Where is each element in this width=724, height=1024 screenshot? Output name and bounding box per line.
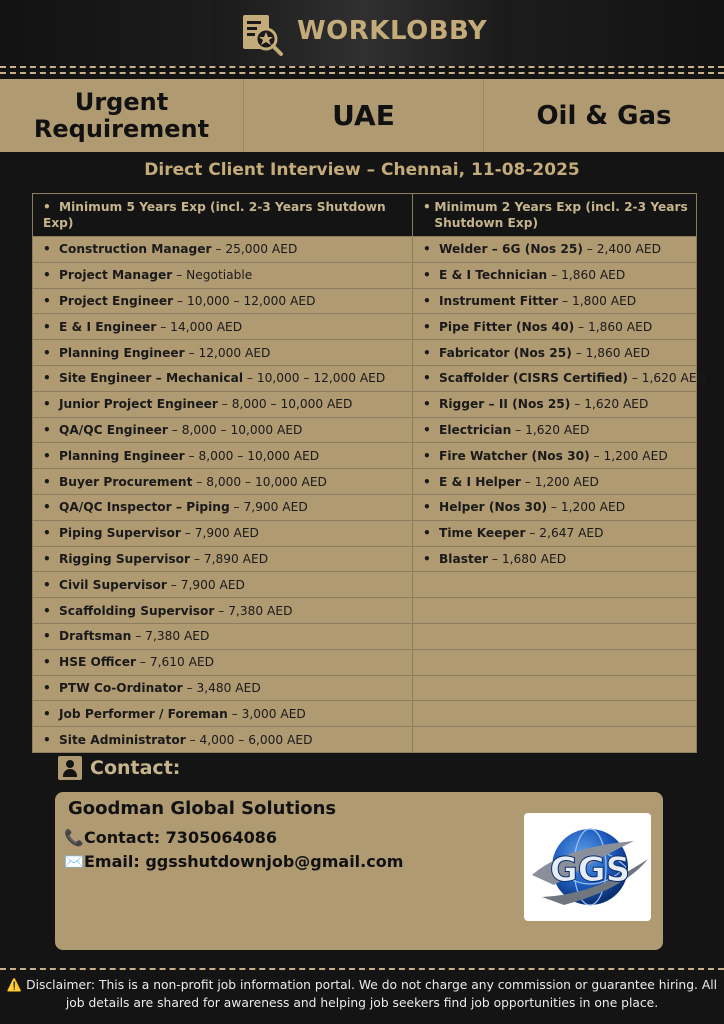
job-title: Planning Engineer xyxy=(59,448,185,463)
table-row xyxy=(33,262,697,288)
left-job-cell xyxy=(33,443,413,469)
job-title: Scaffolding Supervisor xyxy=(59,603,215,618)
table-row xyxy=(33,727,697,753)
job-salary: – 2,647 AED xyxy=(525,526,604,541)
job-salary: – 1,680 AED xyxy=(488,551,567,566)
job-salary: – 1,860 AED xyxy=(571,345,650,360)
left-job-cell xyxy=(33,417,413,443)
job-salary: – 7,380 AED xyxy=(214,603,293,618)
table-row xyxy=(33,340,697,366)
job-title: Welder – 6G (Nos 25) xyxy=(439,242,583,257)
left-job-cell xyxy=(33,469,413,495)
disclaimer xyxy=(6,977,718,1013)
bullet: • xyxy=(43,242,51,257)
table-row xyxy=(33,623,697,649)
left-job-cell xyxy=(33,701,413,727)
left-job-cell xyxy=(33,546,413,572)
job-title: E & I Helper xyxy=(439,474,521,489)
bullet: • xyxy=(423,242,431,257)
right-job-cell xyxy=(413,443,697,469)
job-salary: – 7,890 AED xyxy=(190,551,269,566)
job-salary: – 1,620 AED xyxy=(627,371,706,386)
table-row xyxy=(33,675,697,701)
phone-contact[interactable] xyxy=(64,828,277,847)
table-row xyxy=(33,443,697,469)
bullet: • xyxy=(423,397,431,412)
bullet: • xyxy=(43,551,51,566)
left-job-cell xyxy=(33,262,413,288)
table-row xyxy=(33,237,697,263)
job-title: Scaffolder (CISRS Certified) xyxy=(439,371,628,386)
left-job-cell xyxy=(33,675,413,701)
sector-label: Oil & Gas xyxy=(536,100,672,131)
bullet: • xyxy=(43,577,51,592)
job-title: E & I Technician xyxy=(439,268,548,283)
brand-name: WORKLOBBY xyxy=(297,16,488,46)
bullet: • xyxy=(423,526,431,541)
job-title: Fire Watcher (Nos 30) xyxy=(439,448,590,463)
job-salary: – 2,400 AED xyxy=(582,242,661,257)
right-job-cell xyxy=(413,675,697,701)
job-salary: – 3,480 AED xyxy=(182,680,261,695)
job-salary: – 7,900 AED xyxy=(229,500,308,515)
requirement-line: Requirement xyxy=(33,114,210,143)
job-title: Pipe Fitter (Nos 40) xyxy=(439,319,575,334)
job-salary: – 1,620 AED xyxy=(511,422,590,437)
bullet: • xyxy=(423,551,431,566)
job-title: Site Administrator xyxy=(59,732,186,747)
table-row xyxy=(33,288,697,314)
right-job-cell xyxy=(413,391,697,417)
bullet: • xyxy=(43,655,51,670)
job-salary: – 8,000 – 10,000 AED xyxy=(184,448,320,463)
job-title: Site Engineer – Mechanical xyxy=(59,371,243,386)
right-job-cell xyxy=(413,288,697,314)
left-job-cell xyxy=(33,391,413,417)
bullet: • xyxy=(423,448,431,463)
phone-text: Contact: 7305064086 xyxy=(84,828,277,847)
job-salary: – 7,380 AED xyxy=(131,629,210,644)
right-job-cell xyxy=(413,469,697,495)
bullet: • xyxy=(423,474,431,489)
left-job-cell xyxy=(33,494,413,520)
bullet: • xyxy=(423,500,431,515)
right-job-cell xyxy=(413,701,697,727)
left-job-cell xyxy=(33,365,413,391)
bullet: • xyxy=(423,319,431,334)
email-text: Email: ggsshutdownjob@gmail.com xyxy=(84,852,404,871)
bullet: • xyxy=(43,474,51,489)
company-name: Goodman Global Solutions xyxy=(68,798,337,819)
right-job-cell xyxy=(413,494,697,520)
table-row xyxy=(33,649,697,675)
left-job-cell xyxy=(33,288,413,314)
right-header-text: Minimum 2 Years Exp (incl. 2-3 Years Shutdown Exp) xyxy=(434,199,688,230)
job-title: E & I Engineer xyxy=(59,319,157,334)
bullet: • xyxy=(423,199,431,214)
job-salary: – 1,200 AED xyxy=(589,448,668,463)
job-title: Project Manager xyxy=(59,268,173,283)
ggs-logo xyxy=(524,813,651,921)
table-header-row xyxy=(33,194,697,237)
job-title: Helper (Nos 30) xyxy=(439,500,548,515)
left-job-cell xyxy=(33,623,413,649)
urgent-line: Urgent xyxy=(74,87,169,116)
right-job-cell xyxy=(413,598,697,624)
interview-subtitle: Direct Client Interview – Chennai, 11-08-2025 xyxy=(144,160,580,180)
job-title: Blaster xyxy=(439,551,489,566)
country-label: UAE xyxy=(244,79,484,152)
table-row xyxy=(33,701,697,727)
bullet: • xyxy=(43,199,51,214)
left-job-cell xyxy=(33,237,413,263)
job-salary: – 14,000 AED xyxy=(156,319,243,334)
right-column-header xyxy=(413,194,697,237)
job-salary: – 7,900 AED xyxy=(180,526,259,541)
bullet: • xyxy=(423,422,431,437)
bullet: • xyxy=(43,268,51,283)
disclaimer-text: Disclaimer: This is a non-profit job information portal. We do not charge any commission or guarantee hiring. All job details are shared for awareness and helping job seekers find job opportunities in one place. xyxy=(26,978,718,1010)
brand-logo[interactable] xyxy=(213,0,513,66)
bullet: • xyxy=(43,629,51,644)
job-title: Construction Manager xyxy=(59,242,212,257)
bullet: • xyxy=(43,345,51,360)
job-title: Junior Project Engineer xyxy=(59,397,218,412)
job-salary: – 1,620 AED xyxy=(570,397,649,412)
bullet: • xyxy=(43,603,51,618)
job-salary: – 1,860 AED xyxy=(547,268,626,283)
job-title: HSE Officer xyxy=(59,655,136,670)
left-job-cell xyxy=(33,314,413,340)
left-header-text: Minimum 5 Years Exp (incl. 2-3 Years Shutdown Exp) xyxy=(43,199,386,230)
job-salary: – 1,860 AED xyxy=(574,319,653,334)
right-job-cell xyxy=(413,546,697,572)
document-badge-search-icon xyxy=(237,10,285,58)
job-salary: – 1,800 AED xyxy=(558,293,637,308)
job-title: Job Performer / Foreman xyxy=(59,706,228,721)
job-title: Instrument Fitter xyxy=(439,293,559,308)
envelope-icon: ✉️ xyxy=(64,852,84,871)
bullet: • xyxy=(43,706,51,721)
job-salary: – 10,000 – 12,000 AED xyxy=(173,293,316,308)
job-title: Planning Engineer xyxy=(59,345,185,360)
right-job-cell xyxy=(413,623,697,649)
job-title: Time Keeper xyxy=(439,526,526,541)
left-job-cell xyxy=(33,340,413,366)
table-row xyxy=(33,546,697,572)
table-row xyxy=(33,365,697,391)
header-bar xyxy=(0,0,724,66)
table-row xyxy=(33,598,697,624)
ggs-logo-text: GGS xyxy=(549,850,631,890)
urgent-requirement-label xyxy=(0,79,244,152)
globe-logo-icon xyxy=(524,813,651,921)
requirement-banner xyxy=(0,79,724,152)
table-row xyxy=(33,391,697,417)
job-title: Piping Supervisor xyxy=(59,526,181,541)
left-job-cell xyxy=(33,520,413,546)
job-title: Fabricator (Nos 25) xyxy=(439,345,572,360)
job-title: Draftsman xyxy=(59,629,132,644)
job-title: QA/QC Inspector – Piping xyxy=(59,500,230,515)
job-title: QA/QC Engineer xyxy=(59,422,168,437)
top-dashed-divider xyxy=(0,66,724,74)
bullet: • xyxy=(43,680,51,695)
bullet: • xyxy=(43,371,51,386)
right-job-cell xyxy=(413,262,697,288)
job-title: Project Engineer xyxy=(59,293,174,308)
table-row xyxy=(33,520,697,546)
job-salary: – 1,200 AED xyxy=(520,474,599,489)
phone-icon: 📞 xyxy=(64,828,84,847)
job-title: PTW Co-Ordinator xyxy=(59,680,183,695)
contact-heading-label: Contact: xyxy=(90,757,181,779)
contact-heading xyxy=(58,754,180,782)
job-salary: – Negotiable xyxy=(172,268,253,283)
job-title: Civil Supervisor xyxy=(59,577,167,592)
bullet: • xyxy=(43,500,51,515)
job-salary: – 25,000 AED xyxy=(211,242,298,257)
job-title: Buyer Procurement xyxy=(59,474,193,489)
contact-card xyxy=(55,792,663,950)
bullet: • xyxy=(43,448,51,463)
job-title: Rigger – II (Nos 25) xyxy=(439,397,571,412)
right-job-cell xyxy=(413,572,697,598)
right-job-cell xyxy=(413,520,697,546)
bullet: • xyxy=(423,293,431,308)
right-job-cell xyxy=(413,314,697,340)
bullet: • xyxy=(43,732,51,747)
table-row xyxy=(33,572,697,598)
job-salary: – 8,000 – 10,000 AED xyxy=(167,422,303,437)
left-job-cell xyxy=(33,572,413,598)
job-salary: – 8,000 – 10,000 AED xyxy=(217,397,353,412)
job-title: Rigging Supervisor xyxy=(59,551,191,566)
bullet: • xyxy=(423,345,431,360)
right-job-cell xyxy=(413,237,697,263)
bullet: • xyxy=(423,268,431,283)
table-row xyxy=(33,469,697,495)
person-icon xyxy=(58,756,82,780)
bullet: • xyxy=(43,526,51,541)
bullet: • xyxy=(43,319,51,334)
right-job-cell xyxy=(413,417,697,443)
left-job-cell xyxy=(33,727,413,753)
job-salary: – 1,200 AED xyxy=(547,500,626,515)
job-salary: – 7,900 AED xyxy=(166,577,245,592)
left-job-cell xyxy=(33,598,413,624)
table-row xyxy=(33,494,697,520)
bullet: • xyxy=(43,422,51,437)
job-salary: – 12,000 AED xyxy=(184,345,271,360)
email-contact[interactable] xyxy=(64,852,403,871)
bullet: • xyxy=(423,371,431,386)
table-row xyxy=(33,417,697,443)
job-salary: – 4,000 – 6,000 AED xyxy=(185,732,313,747)
job-salary: – 3,000 AED xyxy=(227,706,306,721)
job-salary: – 8,000 – 10,000 AED xyxy=(192,474,327,489)
job-title: Electrician xyxy=(439,422,512,437)
right-job-cell xyxy=(413,365,706,391)
right-job-cell xyxy=(413,340,697,366)
left-column-header xyxy=(33,194,413,237)
left-job-cell xyxy=(33,649,413,675)
bullet: • xyxy=(43,293,51,308)
bullet: • xyxy=(43,397,51,412)
right-job-cell xyxy=(413,727,697,753)
job-salary: – 7,610 AED xyxy=(136,655,215,670)
table-row xyxy=(33,314,697,340)
job-salary: – 10,000 – 12,000 AED xyxy=(243,371,386,386)
bottom-dashed-divider xyxy=(0,968,724,974)
jobs-table xyxy=(32,193,706,753)
right-job-cell xyxy=(413,649,697,675)
warning-icon: ⚠️ xyxy=(6,978,23,992)
